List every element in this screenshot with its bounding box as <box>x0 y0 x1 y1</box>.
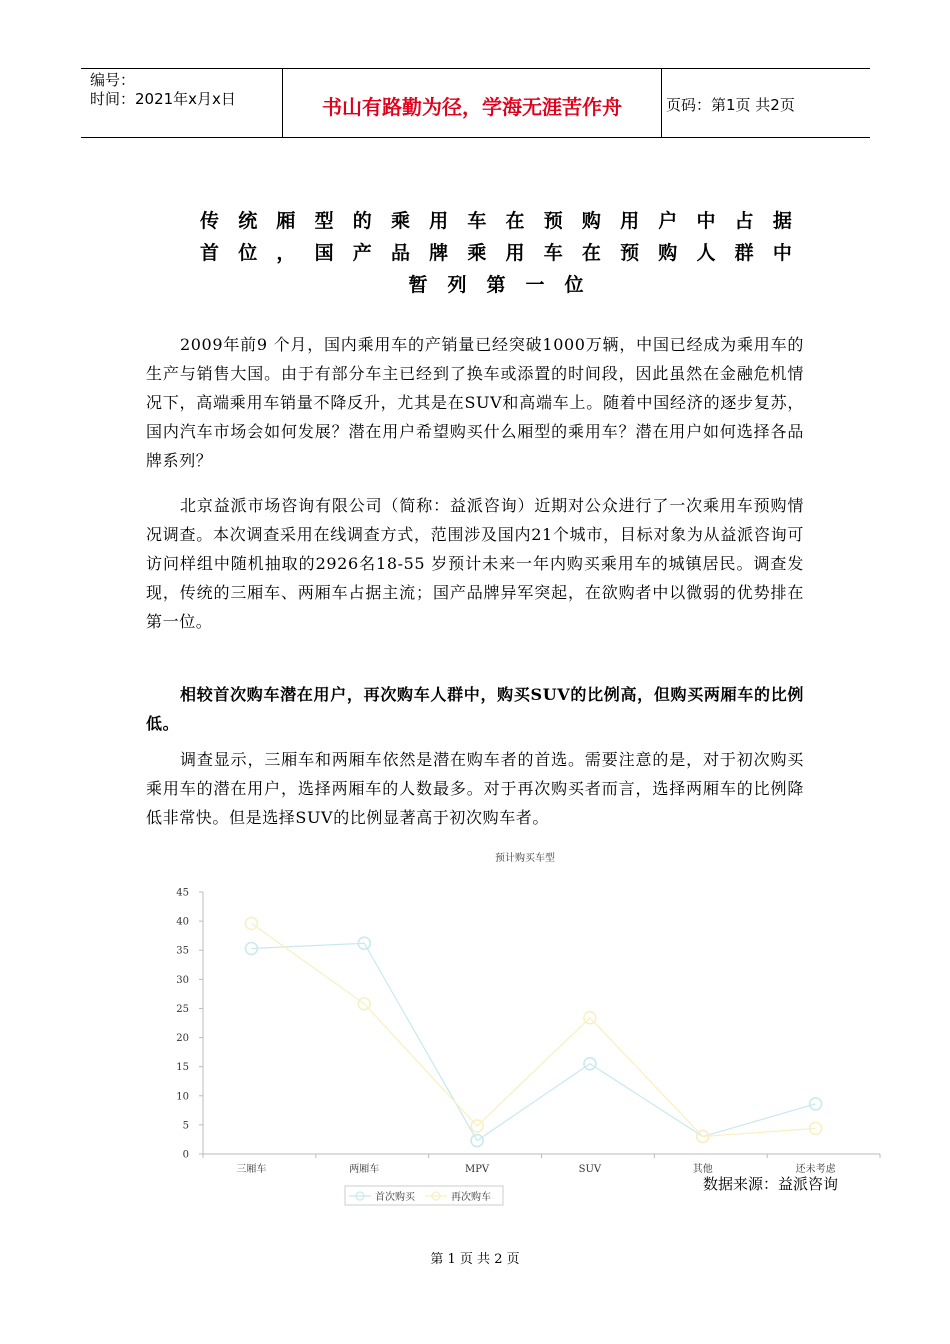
header-motto: 书山有路勤为径，学海无涯苦作舟 <box>322 94 622 119</box>
series-line-1 <box>251 943 815 1140</box>
series-point-2 <box>245 917 257 929</box>
page-info: 页码：第1页 共2页 <box>666 96 795 114</box>
title-char: 占 <box>734 210 754 232</box>
title-char: 人 <box>696 242 716 264</box>
title-char: 据 <box>772 210 792 232</box>
y-tick-label: 30 <box>176 974 189 986</box>
series-line-2 <box>251 923 815 1136</box>
page-footer: 第 1 页 共 2 页 <box>430 1252 520 1267</box>
title-char: 首 <box>200 242 220 264</box>
line-chart <box>150 870 890 1220</box>
paragraph-findings: 调查显示，三厢车和两厢车依然是潜在购车者的首选。需要注意的是，对于初次购买乘用车的潜在用户，选择两厢车的人数最多。对于再次购买者而言，选择两厢车的比例降低非常快。但是选择SUV的比例显著高于初次购车者。 <box>146 750 804 827</box>
y-tick-label: 0 <box>182 1149 189 1161</box>
title-char: 产 <box>352 242 372 264</box>
title-char: 暂 <box>408 274 428 296</box>
title-char: 用 <box>429 210 449 232</box>
x-tick-label: 三厢车 <box>236 1164 267 1175</box>
x-tick-label: 其他 <box>692 1164 713 1175</box>
title-char: 群 <box>734 242 754 264</box>
title-char: 品 <box>390 242 410 264</box>
title-char: 用 <box>505 242 525 264</box>
title-line-2 <box>200 237 792 269</box>
title-char: 国 <box>314 242 334 264</box>
title-char: 乘 <box>390 210 410 232</box>
number-label: 编号： <box>90 71 136 89</box>
paragraph-survey: 北京益派市场咨询有限公司（简称：益派咨询）近期对公众进行了一次乘用车预购情况调查。本次调查采用在线调查方式，范围涉及国内21个城市，目标对象为从益派咨询可访问样组中随机抽取的2926名18-55 岁预计未来一年内购买乘用车的城镇居民。调查发现，传统的三厢车、两厢车占据主流；国产品牌异军突起，在欲购者中以微弱的优势排在第一位。 <box>146 496 804 631</box>
x-tick-label: SUV <box>578 1164 602 1175</box>
title-char: 位 <box>564 274 584 296</box>
title-char: 购 <box>658 242 678 264</box>
title-char: 一 <box>525 274 545 296</box>
title-line-3 <box>200 269 792 301</box>
title-char: 预 <box>620 242 640 264</box>
x-tick-label: MPV <box>464 1164 490 1175</box>
title-char: 第 <box>486 274 506 296</box>
y-tick-label: 35 <box>176 945 189 957</box>
data-source: 数据来源：益派咨询 <box>703 1175 839 1193</box>
title-char: 的 <box>352 210 372 232</box>
title-char: ， <box>276 242 296 264</box>
title-char: 车 <box>543 242 563 264</box>
legend-label: 首次购买 <box>375 1192 415 1203</box>
header-page-cell <box>662 69 874 137</box>
title-char: 列 <box>447 274 467 296</box>
title-char: 传 <box>200 210 220 232</box>
y-tick-label: 40 <box>176 916 189 928</box>
title-char: 用 <box>620 210 640 232</box>
page-header <box>81 68 870 138</box>
title-char: 型 <box>314 210 334 232</box>
title-char: 预 <box>543 210 563 232</box>
document-title <box>200 205 792 301</box>
y-tick-label: 45 <box>176 887 189 899</box>
title-char: 中 <box>696 210 716 232</box>
title-char: 在 <box>581 242 601 264</box>
y-tick-label: 20 <box>176 1033 189 1045</box>
title-char: 统 <box>238 210 258 232</box>
x-tick-label: 两厢车 <box>349 1164 380 1175</box>
y-tick-label: 5 <box>182 1120 189 1132</box>
chart-title: 预计购买车型 <box>495 853 555 864</box>
header-motto-cell <box>282 69 662 137</box>
title-char: 购 <box>581 210 601 232</box>
title-char: 位 <box>238 242 258 264</box>
paragraph-heading: 相较首次购车潜在用户，再次购车人群中，购买SUV的比例高，但购买两厢车的比例低。 <box>146 685 804 733</box>
y-tick-label: 15 <box>176 1062 189 1074</box>
x-tick-label: 还未考虑 <box>795 1164 836 1175</box>
title-char: 乘 <box>467 242 487 264</box>
title-char: 车 <box>467 210 487 232</box>
title-char: 户 <box>658 210 678 232</box>
y-tick-label: 10 <box>176 1091 189 1103</box>
legend-label: 再次购车 <box>451 1192 491 1203</box>
paragraph-intro: 2009年前9 个月，国内乘用车的产销量已经突破1000万辆，中国已经成为乘用车的生产与销售大国。由于有部分车主已经到了换车或添置的时间段，因此虽然在金融危机情况下，高端乘用车销量不降反升，尤其是在SUV和高端车上。随着中国经济的逐步复苏，国内汽车市场会如何发展？潜在用户希望购买什么厢型的乘用车？潜在用户如何选择各品牌系列？ <box>146 335 804 470</box>
title-char: 厢 <box>276 210 296 232</box>
y-tick-label: 25 <box>176 1003 189 1015</box>
title-char: 牌 <box>429 242 449 264</box>
header-meta <box>81 69 281 137</box>
title-line-1 <box>200 205 792 237</box>
title-char: 中 <box>772 242 792 264</box>
time-label: 时间：2021年x月x日 <box>90 90 236 108</box>
title-char: 在 <box>505 210 525 232</box>
